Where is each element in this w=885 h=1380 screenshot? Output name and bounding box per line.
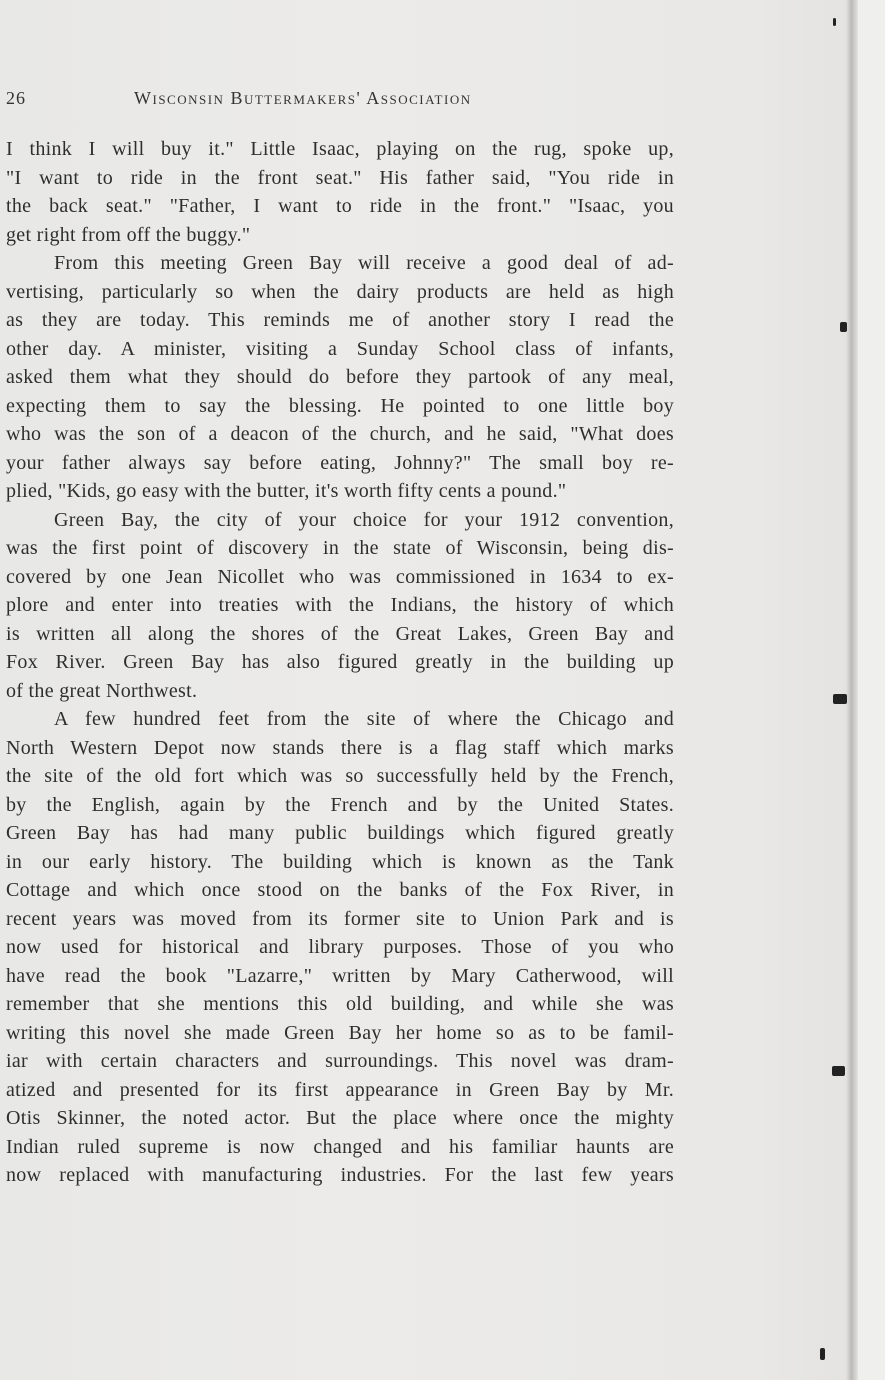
text-line: Fox River. Green Bay has also figured greatly in the building up xyxy=(6,651,674,673)
text-line: the back seat." "Father, I want to ride in the front." "Isaac, you xyxy=(6,195,674,217)
text-line: plied, "Kids, go easy with the butter, it's worth fifty cents a pound." xyxy=(6,480,567,502)
text-line: Cottage and which once stood on the banks of the Fox River, in xyxy=(6,879,674,901)
text-line: Green Bay, the city of your choice for your 1912 convention, xyxy=(54,508,674,531)
running-title: Wisconsin Buttermakers' Association xyxy=(134,88,472,108)
text-line: Otis Skinner, the noted actor. But the place where once the mighty xyxy=(6,1107,674,1129)
text-line: covered by one Jean Nicollet who was commissioned in 1634 to ex- xyxy=(6,565,674,588)
text-line: remember that she mentions this old building, and while she was xyxy=(6,993,674,1015)
text-line: the site of the old fort which was so successfully held by the French, xyxy=(6,765,674,787)
text-line: "I want to ride in the front seat." His father said, "You ride in xyxy=(6,166,674,189)
text-line: A few hundred feet from the site of where the Chicago and xyxy=(54,708,674,730)
scan-speck xyxy=(840,322,847,332)
text-line: asked them what they should do before they partook of any meal, xyxy=(6,366,674,388)
text-line: Green Bay has had many public buildings which figured greatly xyxy=(6,822,674,844)
text-line: have read the book "Lazarre," written by Mary Catherwood, will xyxy=(6,964,674,987)
text-line: your father always say before eating, Johnny?" The small boy re- xyxy=(6,451,674,474)
text-line: in our early history. The building which is known as the Tank xyxy=(6,850,674,873)
text-line: was the first point of discovery in the state of Wisconsin, being dis- xyxy=(6,537,674,559)
text-line: writing this novel she made Green Bay her home so as to be famil- xyxy=(6,1021,674,1044)
text-line: as they are today. This reminds me of another story I read the xyxy=(6,309,674,331)
text-line: by the English, again by the French and by the United States. xyxy=(6,793,674,816)
paragraph xyxy=(6,135,674,249)
text-line: North Western Depot now stands there is a flag staff which marks xyxy=(6,736,674,759)
scan-speck xyxy=(832,1066,845,1076)
text-line: now replaced with manufacturing industries. For the last few years xyxy=(6,1164,674,1186)
scan-speck xyxy=(820,1348,825,1360)
text-line: I think I will buy it." Little Isaac, playing on the rug, spoke up, xyxy=(6,138,674,160)
page-number: 26 xyxy=(6,88,26,108)
text-line: other day. A minister, visiting a Sunday School class of infants, xyxy=(6,337,674,360)
body-text xyxy=(6,135,674,1190)
text-line: plore and enter into treaties with the Indians, the history of which xyxy=(6,594,674,616)
paragraph xyxy=(6,249,674,506)
book-spine-shadow xyxy=(846,0,858,1380)
page-edge xyxy=(858,0,885,1380)
scan-speck xyxy=(833,694,847,704)
text-line: is written all along the shores of the Great Lakes, Green Bay and xyxy=(6,622,674,645)
paragraph xyxy=(6,506,674,706)
text-line: atized and presented for its first appearance in Green Bay by Mr. xyxy=(6,1078,674,1101)
text-line: expecting them to say the blessing. He pointed to one little boy xyxy=(6,394,674,417)
scan-speck xyxy=(833,18,836,26)
text-line: vertising, particularly so when the dairy products are held as high xyxy=(6,280,674,303)
text-line: of the great Northwest. xyxy=(6,679,198,702)
text-line: From this meeting Green Bay will receive a good deal of ad- xyxy=(54,252,674,274)
text-line: now used for historical and library purposes. Those of you who xyxy=(6,936,674,958)
text-line: get right from off the buggy." xyxy=(6,223,251,246)
text-line: who was the son of a deacon of the church, and he said, "What does xyxy=(6,423,674,445)
text-line: Indian ruled supreme is now changed and his familiar haunts are xyxy=(6,1135,674,1158)
text-line: recent years was moved from its former site to Union Park and is xyxy=(6,907,674,930)
page-header xyxy=(6,84,676,114)
paragraph xyxy=(6,705,674,1190)
text-line: iar with certain characters and surroundings. This novel was dram- xyxy=(6,1050,674,1072)
